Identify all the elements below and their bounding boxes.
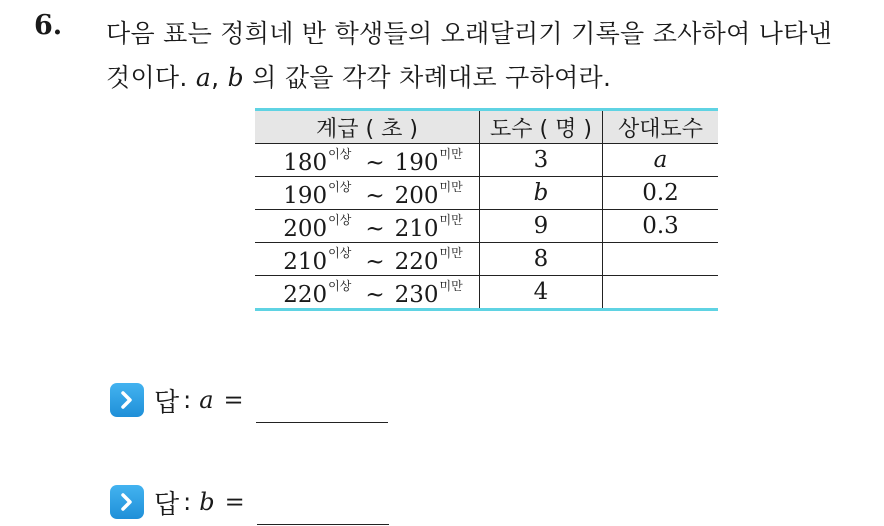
frequency-cell: 3: [480, 144, 603, 177]
interval-start-suffix: 이상: [328, 278, 352, 293]
answer-b: [110, 482, 389, 522]
chevron-right-icon: [110, 485, 144, 519]
table-row: [255, 243, 718, 276]
class-interval-cell: [255, 243, 480, 276]
interval-start: 210: [283, 248, 328, 275]
frequency-cell: 8: [480, 243, 603, 276]
frequency-table: [255, 108, 718, 311]
interval-start: 180: [283, 149, 328, 176]
chevron-right-icon: [110, 383, 144, 417]
interval-start-suffix: 이상: [328, 146, 352, 161]
interval-start: 200: [283, 215, 328, 242]
class-interval-cell: [255, 210, 480, 243]
interval-end: 220: [394, 248, 439, 275]
answer-variable: b: [199, 488, 215, 516]
question-line-2-suffix: 의 값을 각각 차례대로 구하여라.: [252, 63, 612, 92]
header-class: 계급 ( 초 ): [255, 110, 480, 144]
header-relative-frequency: 상대도수: [603, 110, 719, 144]
answer-blank-b[interactable]: [257, 498, 389, 525]
interval-start: 220: [283, 281, 328, 308]
interval-end-suffix: 미만: [439, 146, 463, 161]
relative-frequency-cell: 0.3: [603, 210, 719, 243]
question-text: [106, 12, 876, 100]
table-row: [255, 276, 718, 310]
table-row: [255, 210, 718, 243]
answer-a: [110, 380, 388, 420]
interval-end: 190: [394, 149, 439, 176]
answer-variable: a: [199, 386, 214, 414]
answer-colon: :: [183, 488, 192, 516]
interval-start-suffix: 이상: [328, 212, 352, 227]
relative-frequency-cell: a: [603, 144, 719, 177]
relative-frequency-cell: 0.2: [603, 177, 719, 210]
question-line-1: 다음 표는 정희네 반 학생들의 오래달리기 기록을 조사하여 나타낸: [106, 19, 833, 48]
class-interval-cell: [255, 276, 480, 310]
interval-tilde: ~: [365, 149, 385, 176]
table-header-row: [255, 110, 718, 144]
interval-start-suffix: 이상: [328, 179, 352, 194]
class-interval-cell: [255, 177, 480, 210]
interval-tilde: ~: [365, 215, 385, 242]
question-line-2-prefix: 것이다.: [106, 63, 188, 92]
variable-b: b: [227, 63, 244, 92]
interval-start-suffix: 이상: [328, 245, 352, 260]
answer-blank-a[interactable]: [256, 396, 388, 423]
interval-tilde: ~: [365, 248, 385, 275]
interval-end-suffix: 미만: [439, 212, 463, 227]
interval-start: 190: [283, 182, 328, 209]
answer-label: 답: [154, 489, 180, 520]
interval-end: 200: [394, 182, 439, 209]
interval-tilde: ~: [365, 281, 385, 308]
question-number: 6.: [34, 10, 63, 41]
table-row: [255, 144, 718, 177]
class-interval-cell: [255, 144, 480, 177]
interval-end: 230: [394, 281, 439, 308]
header-frequency: 도수 ( 명 ): [480, 110, 603, 144]
frequency-cell: 4: [480, 276, 603, 310]
interval-end: 210: [394, 215, 439, 242]
interval-end-suffix: 미만: [439, 179, 463, 194]
answer-equals: =: [224, 488, 245, 516]
interval-end-suffix: 미만: [439, 278, 463, 293]
frequency-cell: 9: [480, 210, 603, 243]
relative-frequency-cell: [603, 243, 719, 276]
interval-tilde: ~: [365, 182, 385, 209]
interval-end-suffix: 미만: [439, 245, 463, 260]
frequency-cell: b: [480, 177, 603, 210]
variable-a: a: [195, 63, 212, 92]
question-line-2: [106, 56, 876, 100]
relative-frequency-cell: [603, 276, 719, 310]
answer-equals: =: [223, 386, 244, 414]
comma: ,: [211, 63, 220, 92]
answer-colon: :: [183, 386, 192, 414]
table-row: [255, 177, 718, 210]
answer-label: 답: [154, 387, 180, 418]
